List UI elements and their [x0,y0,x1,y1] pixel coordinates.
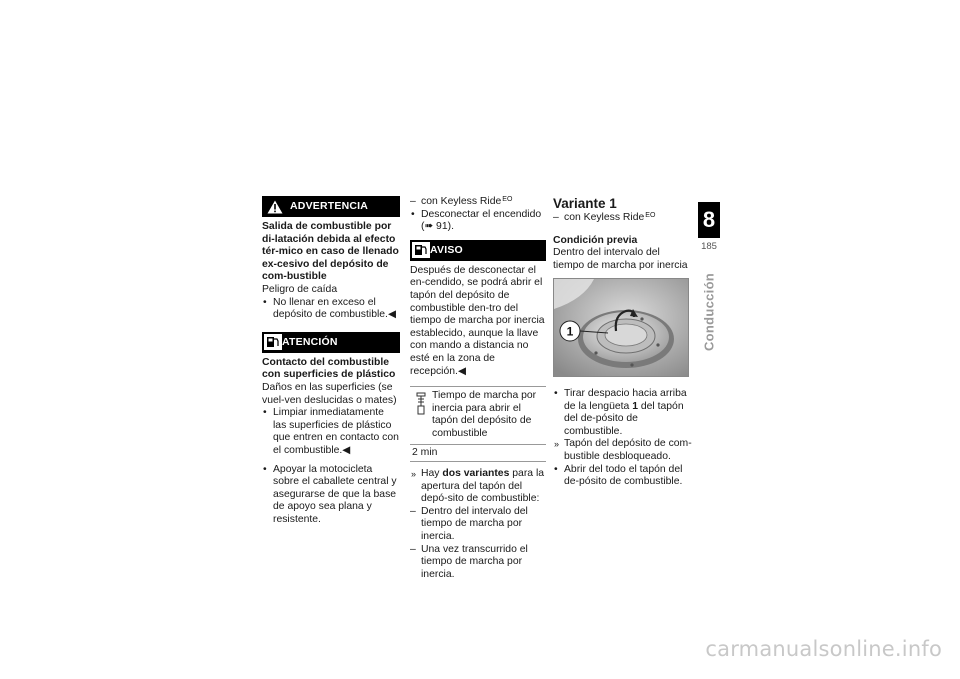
condition-text: con Keyless Ride [564,212,645,223]
list-item: » Tapón del depósito de com-bustible desbloqueado. [553,438,693,463]
spec-label: Tiempo de marcha por inercia para abrir el tapón del depósito de combustible [432,390,537,439]
notice-banner [410,240,546,261]
warning-label: ADVERTENCIA [290,200,369,213]
precondition-text: Dentro del intervalo del tiempo de marcha por inercia [553,247,688,271]
attention-banner [262,332,400,353]
list-item: • Desconectar el encendido (➠ 91). [410,209,546,234]
condition-list [553,212,693,225]
list-item [410,196,546,209]
instruction-list [262,464,400,527]
arrow-bold-text: dos variantes [442,468,510,480]
list-item: – Dentro del intervalo del tiempo de marcha por inercia. [410,506,546,544]
fuel-pump-icon [412,242,430,258]
equipment-code: EO [502,196,513,203]
column-left [262,196,400,526]
bullet-text: Tirar despacio hacia arriba de la lengüeta [564,387,687,412]
spec-value: 2 min [410,444,546,462]
instruction-list [553,388,693,489]
warning-danger: Peligro de caída [262,283,338,295]
list-item: – Una vez transcurrido el tiempo de marcha por inercia. [410,544,546,582]
list-item: • No llenar en exceso el depósito de combustible.◀ [262,297,400,322]
gauge-icon [410,390,432,440]
list-item: • Apoyar la motocicleta sobre el caballete central y asegurarse de que la base de apoyo sea plana y resistente. [262,464,400,527]
spec-box [410,386,546,462]
equipment-code: EO [645,212,656,219]
watermark: carmanualsonline.info [705,637,942,661]
column-middle [410,196,546,581]
section-title: Conducción [701,272,717,352]
condition-text: con Keyless Ride [421,196,502,207]
fuel-pump-icon [264,334,282,350]
warning-title: Salida de combustible por di-latación debida al efecto tér-mico en caso de llenado ex-cesivo del depósito de com-bustible [262,221,399,283]
warning-list [262,297,400,322]
list-item [553,388,693,438]
list-item: • Limpiar inmediatamente las superficies de plástico que entren en contacto con el combustible.◀ [262,407,400,457]
arrow-text: Hay [421,468,443,480]
chapter-number: 8 [698,202,720,238]
list-item [410,468,546,506]
spec-header [410,387,546,443]
fuel-cap-photo [553,278,689,377]
arrow-text-end: para la apertura del tapón del depó-sito de combustible: [421,468,545,505]
notice-label: AVISO [430,243,463,256]
bullet-text-end: del tapón del de-pósito de combustible. [564,400,684,437]
attention-list [262,407,400,457]
variant-list [410,468,546,581]
list-item [553,212,693,225]
warning-triangle-icon [264,196,286,217]
warning-banner [262,196,400,217]
attention-label: ATENCIÓN [282,335,338,348]
precondition-heading: Condición previa [553,234,638,246]
attention-desc: Daños en las superficies (se vuel-ven deslucidas o mates) [262,381,397,406]
condition-list [410,196,546,234]
notice-text: Después de desconectar el en-cendido, se podrá abrir el tapón del depósito de combustible den-tro del tiempo de marcha por inercia establecido, aunque la llave con mando a distancia no esté en la zona de recepción.◀ [410,264,545,377]
page-number: 185 [701,241,717,252]
list-item: • Abrir del todo el tapón del de-pósito de combustible. [553,464,693,489]
attention-title: Contacto del combustible con superficies de plástico [262,356,396,381]
variant-heading: Variante 1 [553,196,617,211]
bullet-bold-text: 1 [632,400,638,412]
column-right [553,196,693,489]
photo-callout-label: 1 [566,324,574,339]
